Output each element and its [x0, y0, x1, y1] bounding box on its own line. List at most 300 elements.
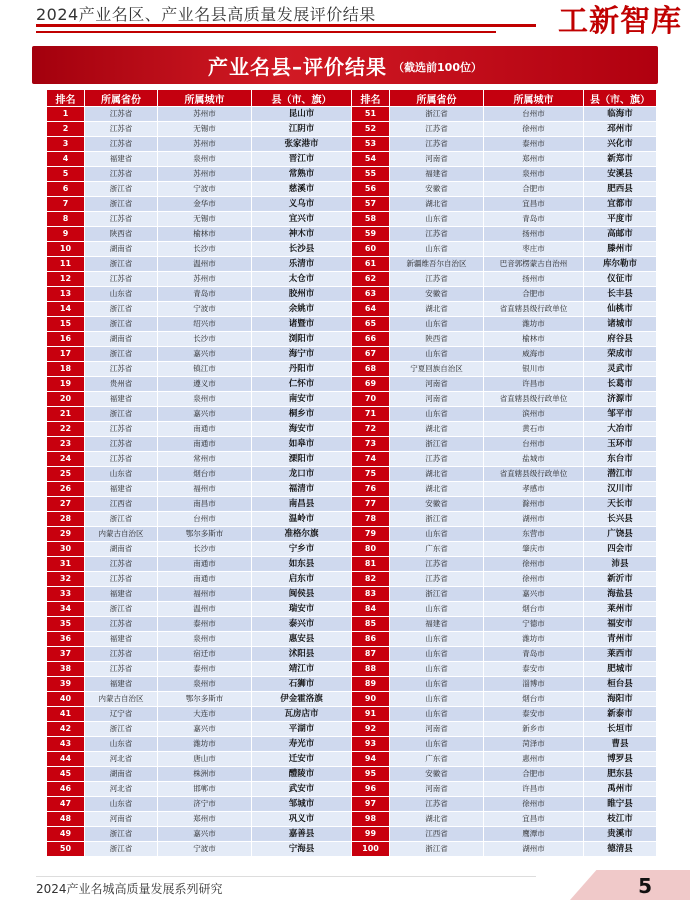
county-cell: 太仓市 — [252, 272, 352, 287]
city-cell: 泉州市 — [484, 167, 584, 182]
rank-cell: 47 — [47, 797, 85, 812]
province-cell: 江苏省 — [85, 647, 158, 662]
province-cell: 江苏省 — [390, 452, 484, 467]
county-cell: 兴化市 — [584, 137, 657, 152]
column-header: 所属省份 — [390, 90, 484, 107]
county-cell: 青州市 — [584, 632, 657, 647]
county-cell: 长丰县 — [584, 287, 657, 302]
table-row — [47, 692, 657, 707]
province-cell: 江苏省 — [85, 572, 158, 587]
rank-cell: 30 — [47, 542, 85, 557]
county-cell: 乐清市 — [252, 257, 352, 272]
county-cell: 天长市 — [584, 497, 657, 512]
city-cell: 宜昌市 — [484, 812, 584, 827]
county-cell: 武安市 — [252, 782, 352, 797]
county-cell: 潜江市 — [584, 467, 657, 482]
rank-cell: 95 — [352, 767, 390, 782]
city-cell: 金华市 — [158, 197, 252, 212]
county-cell: 曹县 — [584, 737, 657, 752]
county-cell: 嘉善县 — [252, 827, 352, 842]
city-cell: 徐州市 — [484, 572, 584, 587]
province-cell: 山东省 — [390, 707, 484, 722]
rank-cell: 1 — [47, 107, 85, 122]
rank-cell: 64 — [352, 302, 390, 317]
rank-cell: 74 — [352, 452, 390, 467]
province-cell: 宁夏回族自治区 — [390, 362, 484, 377]
city-cell: 惠州市 — [484, 752, 584, 767]
rank-cell: 62 — [352, 272, 390, 287]
rank-cell: 67 — [352, 347, 390, 362]
city-cell: 省直辖县级行政单位 — [484, 392, 584, 407]
city-cell: 嘉兴市 — [158, 407, 252, 422]
county-cell: 平度市 — [584, 212, 657, 227]
county-cell: 贵溪市 — [584, 827, 657, 842]
table-row — [47, 332, 657, 347]
city-cell: 青岛市 — [484, 647, 584, 662]
province-cell: 江苏省 — [85, 122, 158, 137]
province-cell: 山东省 — [390, 347, 484, 362]
city-cell: 泉州市 — [158, 632, 252, 647]
rank-cell: 5 — [47, 167, 85, 182]
county-cell: 安溪县 — [584, 167, 657, 182]
table-row — [47, 827, 657, 842]
table-row — [47, 212, 657, 227]
province-cell: 浙江省 — [85, 257, 158, 272]
city-cell: 泉州市 — [158, 677, 252, 692]
province-cell: 河南省 — [390, 782, 484, 797]
province-cell: 浙江省 — [85, 512, 158, 527]
table-row — [47, 647, 657, 662]
rank-cell: 26 — [47, 482, 85, 497]
county-cell: 海盐县 — [584, 587, 657, 602]
column-header: 排名 — [47, 90, 85, 107]
province-cell: 浙江省 — [85, 827, 158, 842]
rank-cell: 11 — [47, 257, 85, 272]
county-cell: 龙口市 — [252, 467, 352, 482]
city-cell: 台州市 — [484, 437, 584, 452]
city-cell: 泰安市 — [484, 707, 584, 722]
county-cell: 余姚市 — [252, 302, 352, 317]
city-cell: 合肥市 — [484, 182, 584, 197]
county-cell: 高邮市 — [584, 227, 657, 242]
city-cell: 烟台市 — [484, 692, 584, 707]
city-cell: 无锡市 — [158, 212, 252, 227]
column-header: 排名 — [352, 90, 390, 107]
province-cell: 辽宁省 — [85, 707, 158, 722]
province-cell: 江苏省 — [85, 557, 158, 572]
table-row — [47, 377, 657, 392]
county-cell: 平湖市 — [252, 722, 352, 737]
city-cell: 许昌市 — [484, 377, 584, 392]
province-cell: 江苏省 — [85, 662, 158, 677]
province-cell: 福建省 — [85, 677, 158, 692]
rank-cell: 37 — [47, 647, 85, 662]
city-cell: 福州市 — [158, 587, 252, 602]
province-cell: 浙江省 — [85, 602, 158, 617]
province-cell: 浙江省 — [390, 587, 484, 602]
city-cell: 宁波市 — [158, 182, 252, 197]
rank-cell: 72 — [352, 422, 390, 437]
rank-cell: 24 — [47, 452, 85, 467]
footer-decoration — [570, 870, 690, 900]
county-cell: 温岭市 — [252, 512, 352, 527]
province-cell: 江苏省 — [85, 137, 158, 152]
province-cell: 河南省 — [85, 812, 158, 827]
city-cell: 湖州市 — [484, 842, 584, 857]
city-cell: 温州市 — [158, 257, 252, 272]
province-cell: 山东省 — [85, 797, 158, 812]
rank-cell: 20 — [47, 392, 85, 407]
county-cell: 邹平市 — [584, 407, 657, 422]
city-cell: 黄石市 — [484, 422, 584, 437]
rank-cell: 88 — [352, 662, 390, 677]
county-cell: 靖江市 — [252, 662, 352, 677]
city-cell: 泰州市 — [158, 662, 252, 677]
province-cell: 新疆维吾尔自治区 — [390, 257, 484, 272]
province-cell: 湖北省 — [390, 422, 484, 437]
province-cell: 安徽省 — [390, 287, 484, 302]
rank-cell: 38 — [47, 662, 85, 677]
county-cell: 沛县 — [584, 557, 657, 572]
province-cell: 河南省 — [390, 392, 484, 407]
rank-cell: 84 — [352, 602, 390, 617]
province-cell: 山东省 — [390, 647, 484, 662]
table-row — [47, 767, 657, 782]
province-cell: 山东省 — [390, 527, 484, 542]
rank-cell: 4 — [47, 152, 85, 167]
rank-cell: 76 — [352, 482, 390, 497]
table-row — [47, 467, 657, 482]
province-cell: 江苏省 — [390, 137, 484, 152]
county-cell: 博罗县 — [584, 752, 657, 767]
city-cell: 枣庄市 — [484, 242, 584, 257]
city-cell: 南昌市 — [158, 497, 252, 512]
city-cell: 省直辖县级行政单位 — [484, 302, 584, 317]
rank-cell: 40 — [47, 692, 85, 707]
province-cell: 山东省 — [390, 737, 484, 752]
rank-cell: 28 — [47, 512, 85, 527]
province-cell: 江苏省 — [390, 557, 484, 572]
rank-cell: 96 — [352, 782, 390, 797]
county-cell: 浏阳市 — [252, 332, 352, 347]
table-row — [47, 437, 657, 452]
city-cell: 郑州市 — [158, 812, 252, 827]
table-row — [47, 152, 657, 167]
county-cell: 长垣市 — [584, 722, 657, 737]
city-cell: 泉州市 — [158, 392, 252, 407]
column-header: 所属省份 — [85, 90, 158, 107]
county-cell: 沭阳县 — [252, 647, 352, 662]
county-cell: 寿光市 — [252, 737, 352, 752]
table-row — [47, 812, 657, 827]
county-cell: 库尔勒市 — [584, 257, 657, 272]
table-row — [47, 782, 657, 797]
table-row — [47, 497, 657, 512]
province-cell: 贵州省 — [85, 377, 158, 392]
province-cell: 江苏省 — [85, 167, 158, 182]
banner-subtitle: （截选前100位） — [393, 61, 482, 74]
county-cell: 慈溪市 — [252, 182, 352, 197]
province-cell: 陕西省 — [85, 227, 158, 242]
rank-cell: 33 — [47, 587, 85, 602]
table-row — [47, 392, 657, 407]
province-cell: 安徽省 — [390, 767, 484, 782]
header-divider-secondary — [36, 31, 496, 33]
province-cell: 湖北省 — [390, 302, 484, 317]
county-cell: 邳州市 — [584, 122, 657, 137]
province-cell: 福建省 — [390, 167, 484, 182]
table-row — [47, 257, 657, 272]
city-cell: 东营市 — [484, 527, 584, 542]
county-cell: 莱西市 — [584, 647, 657, 662]
county-cell: 醴陵市 — [252, 767, 352, 782]
county-cell: 瓦房店市 — [252, 707, 352, 722]
rank-cell: 41 — [47, 707, 85, 722]
county-cell: 海安市 — [252, 422, 352, 437]
city-cell: 长沙市 — [158, 542, 252, 557]
table-row — [47, 422, 657, 437]
county-cell: 仙桃市 — [584, 302, 657, 317]
county-cell: 仪征市 — [584, 272, 657, 287]
province-cell: 浙江省 — [85, 182, 158, 197]
city-cell: 温州市 — [158, 602, 252, 617]
county-cell: 枝江市 — [584, 812, 657, 827]
city-cell: 烟台市 — [484, 602, 584, 617]
city-cell: 宁波市 — [158, 302, 252, 317]
county-cell: 神木市 — [252, 227, 352, 242]
province-cell: 浙江省 — [390, 107, 484, 122]
province-cell: 山东省 — [390, 242, 484, 257]
rank-cell: 36 — [47, 632, 85, 647]
city-cell: 榆林市 — [484, 332, 584, 347]
rank-cell: 66 — [352, 332, 390, 347]
rank-cell: 52 — [352, 122, 390, 137]
province-cell: 浙江省 — [85, 317, 158, 332]
brand-logo: 工新智库 — [558, 4, 682, 39]
rank-cell: 90 — [352, 692, 390, 707]
rank-cell: 29 — [47, 527, 85, 542]
rank-cell: 16 — [47, 332, 85, 347]
province-cell: 浙江省 — [390, 842, 484, 857]
rank-cell: 34 — [47, 602, 85, 617]
county-cell: 东台市 — [584, 452, 657, 467]
province-cell: 湖南省 — [85, 242, 158, 257]
county-cell: 仁怀市 — [252, 377, 352, 392]
county-cell: 肥城市 — [584, 662, 657, 677]
table-row — [47, 752, 657, 767]
header-divider — [36, 24, 536, 27]
city-cell: 嘉兴市 — [158, 827, 252, 842]
rank-cell: 18 — [47, 362, 85, 377]
province-cell: 江苏省 — [85, 452, 158, 467]
county-cell: 迁安市 — [252, 752, 352, 767]
rank-cell: 8 — [47, 212, 85, 227]
county-cell: 广饶县 — [584, 527, 657, 542]
rank-cell: 71 — [352, 407, 390, 422]
rank-cell: 31 — [47, 557, 85, 572]
table-row — [47, 182, 657, 197]
city-cell: 泉州市 — [158, 152, 252, 167]
rank-cell: 75 — [352, 467, 390, 482]
rank-cell: 77 — [352, 497, 390, 512]
rank-cell: 19 — [47, 377, 85, 392]
city-cell: 滁州市 — [484, 497, 584, 512]
table-row — [47, 557, 657, 572]
rank-cell: 15 — [47, 317, 85, 332]
county-cell: 宜都市 — [584, 197, 657, 212]
rank-cell: 86 — [352, 632, 390, 647]
city-cell: 合肥市 — [484, 767, 584, 782]
province-cell: 浙江省 — [85, 722, 158, 737]
rank-cell: 80 — [352, 542, 390, 557]
province-cell: 江苏省 — [85, 617, 158, 632]
rank-cell: 78 — [352, 512, 390, 527]
rank-cell: 89 — [352, 677, 390, 692]
city-cell: 鹰潭市 — [484, 827, 584, 842]
province-cell: 山东省 — [390, 212, 484, 227]
city-cell: 徐州市 — [484, 122, 584, 137]
table-row — [47, 362, 657, 377]
city-cell: 菏泽市 — [484, 737, 584, 752]
rank-cell: 27 — [47, 497, 85, 512]
province-cell: 福建省 — [85, 482, 158, 497]
county-cell: 南安市 — [252, 392, 352, 407]
table-row — [47, 452, 657, 467]
rank-cell: 39 — [47, 677, 85, 692]
province-cell: 湖北省 — [390, 467, 484, 482]
county-cell: 伊金霍洛旗 — [252, 692, 352, 707]
table-row — [47, 617, 657, 632]
city-cell: 湖州市 — [484, 512, 584, 527]
city-cell: 扬州市 — [484, 272, 584, 287]
province-cell: 山东省 — [390, 692, 484, 707]
city-cell: 宁波市 — [158, 842, 252, 857]
county-cell: 汉川市 — [584, 482, 657, 497]
county-cell: 桓台县 — [584, 677, 657, 692]
province-cell: 河北省 — [85, 752, 158, 767]
county-cell: 肥东县 — [584, 767, 657, 782]
city-cell: 苏州市 — [158, 272, 252, 287]
county-cell: 桐乡市 — [252, 407, 352, 422]
column-header: 所属城市 — [484, 90, 584, 107]
province-cell: 陕西省 — [390, 332, 484, 347]
city-cell: 嘉兴市 — [484, 587, 584, 602]
province-cell: 广东省 — [390, 752, 484, 767]
city-cell: 青岛市 — [158, 287, 252, 302]
county-cell: 诸暨市 — [252, 317, 352, 332]
rank-cell: 83 — [352, 587, 390, 602]
rank-cell: 49 — [47, 827, 85, 842]
banner-title: 产业名县–评价结果 — [208, 54, 388, 79]
city-cell: 嘉兴市 — [158, 722, 252, 737]
county-cell: 新泰市 — [584, 707, 657, 722]
rank-cell: 60 — [352, 242, 390, 257]
city-cell: 株洲市 — [158, 767, 252, 782]
city-cell: 泰安市 — [484, 662, 584, 677]
province-cell: 湖南省 — [85, 332, 158, 347]
table-row — [47, 632, 657, 647]
city-cell: 潍坊市 — [484, 317, 584, 332]
city-cell: 苏州市 — [158, 137, 252, 152]
rank-cell: 10 — [47, 242, 85, 257]
county-cell: 济源市 — [584, 392, 657, 407]
rank-cell: 97 — [352, 797, 390, 812]
province-cell: 河南省 — [390, 152, 484, 167]
table-row — [47, 572, 657, 587]
city-cell: 潍坊市 — [158, 737, 252, 752]
rank-cell: 51 — [352, 107, 390, 122]
province-cell: 江苏省 — [85, 272, 158, 287]
table-row — [47, 137, 657, 152]
county-cell: 新沂市 — [584, 572, 657, 587]
county-cell: 大冶市 — [584, 422, 657, 437]
table-row — [47, 347, 657, 362]
rank-cell: 23 — [47, 437, 85, 452]
city-cell: 邯郸市 — [158, 782, 252, 797]
table-row — [47, 302, 657, 317]
rank-cell: 12 — [47, 272, 85, 287]
column-header: 县（市、旗） — [584, 90, 657, 107]
rank-cell: 69 — [352, 377, 390, 392]
county-cell: 莱州市 — [584, 602, 657, 617]
city-cell: 台州市 — [484, 107, 584, 122]
rank-cell: 73 — [352, 437, 390, 452]
city-cell: 滨州市 — [484, 407, 584, 422]
province-cell: 江西省 — [390, 827, 484, 842]
province-cell: 内蒙古自治区 — [85, 692, 158, 707]
city-cell: 巴音郭楞蒙古自治州 — [484, 257, 584, 272]
county-cell: 常熟市 — [252, 167, 352, 182]
city-cell: 鄂尔多斯市 — [158, 527, 252, 542]
county-cell: 长兴县 — [584, 512, 657, 527]
city-cell: 南通市 — [158, 422, 252, 437]
province-cell: 山东省 — [390, 317, 484, 332]
table-row — [47, 407, 657, 422]
city-cell: 扬州市 — [484, 227, 584, 242]
province-cell: 湖北省 — [390, 482, 484, 497]
county-cell: 闽侯县 — [252, 587, 352, 602]
county-cell: 准格尔旗 — [252, 527, 352, 542]
city-cell: 南通市 — [158, 557, 252, 572]
rank-cell: 63 — [352, 287, 390, 302]
rank-cell: 21 — [47, 407, 85, 422]
column-header: 县（市、旗） — [252, 90, 352, 107]
county-cell: 福清市 — [252, 482, 352, 497]
county-cell: 惠安县 — [252, 632, 352, 647]
province-cell: 山东省 — [390, 677, 484, 692]
county-cell: 荣成市 — [584, 347, 657, 362]
table-row — [47, 587, 657, 602]
table-row — [47, 797, 657, 812]
city-cell: 榆林市 — [158, 227, 252, 242]
city-cell: 长沙市 — [158, 242, 252, 257]
county-cell: 丹阳市 — [252, 362, 352, 377]
county-cell: 江阴市 — [252, 122, 352, 137]
city-cell: 济宁市 — [158, 797, 252, 812]
table-row — [47, 227, 657, 242]
city-cell: 许昌市 — [484, 782, 584, 797]
county-cell: 府谷县 — [584, 332, 657, 347]
province-cell: 浙江省 — [85, 842, 158, 857]
county-cell: 南昌县 — [252, 497, 352, 512]
province-cell: 浙江省 — [85, 302, 158, 317]
city-cell: 宿迁市 — [158, 647, 252, 662]
city-cell: 南通市 — [158, 572, 252, 587]
county-cell: 滕州市 — [584, 242, 657, 257]
city-cell: 盐城市 — [484, 452, 584, 467]
province-cell: 江苏省 — [85, 212, 158, 227]
rank-cell: 98 — [352, 812, 390, 827]
